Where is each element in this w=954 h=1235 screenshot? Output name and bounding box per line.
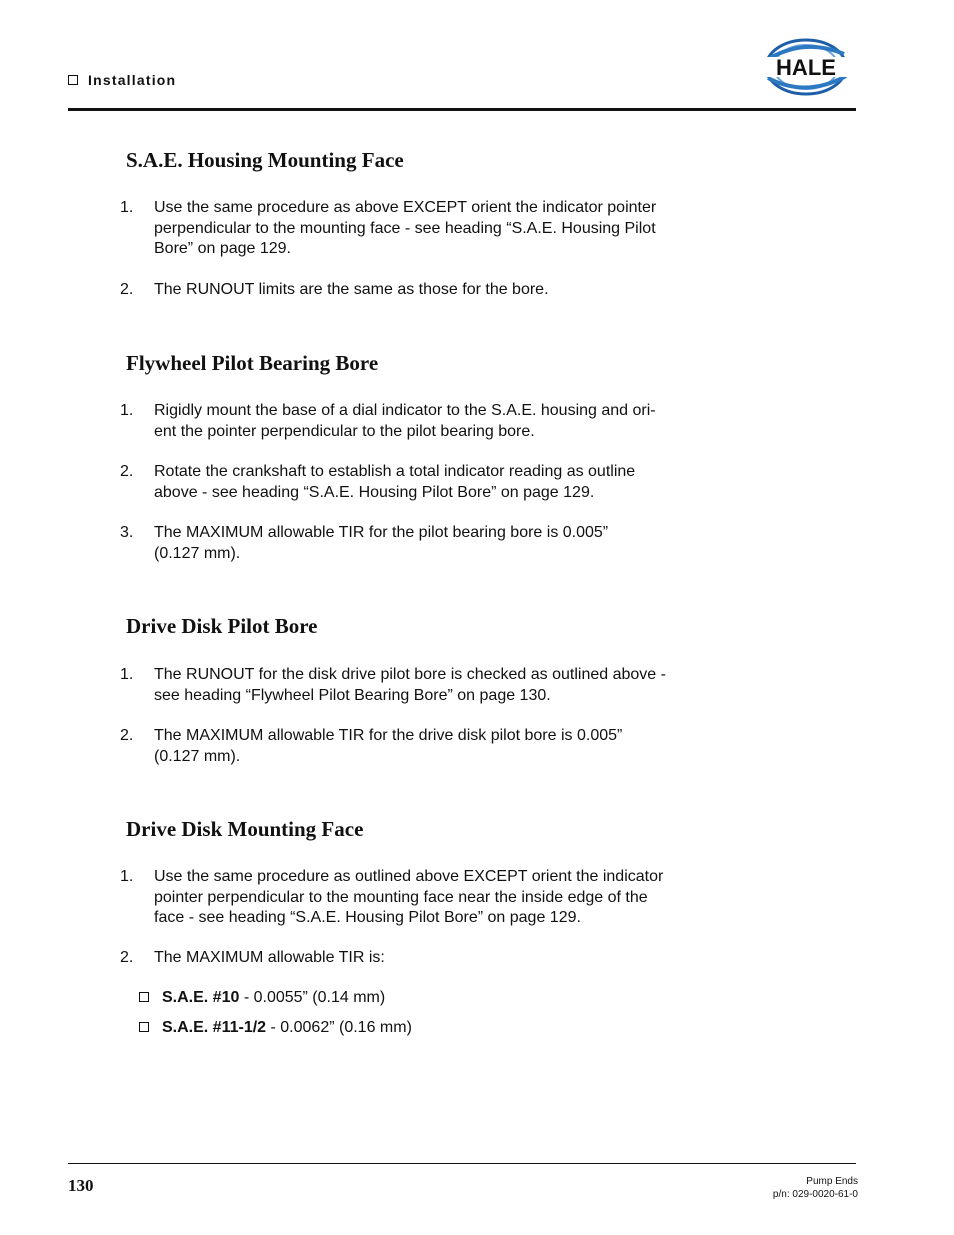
checkbox-bullet-icon	[139, 1022, 149, 1032]
list-item	[120, 867, 710, 929]
footer-info	[773, 1175, 858, 1201]
section-title: Drive Disk Pilot Bore	[126, 614, 318, 638]
item-number: 1.	[120, 868, 134, 885]
section-title: Flywheel Pilot Bearing Bore	[126, 351, 379, 375]
running-header	[68, 72, 176, 88]
item-text: The MAXIMUM allowable TIR for the pilot bearing bore is 0.005” (0.127 mm).	[154, 524, 609, 562]
footer-rule	[68, 1163, 856, 1164]
list-item	[120, 726, 710, 767]
item-number: 2.	[120, 727, 134, 744]
footer-title: Pump Ends	[806, 1176, 858, 1187]
list-item	[120, 280, 710, 301]
sub-list-item	[139, 1018, 412, 1038]
checkbox-bullet-icon	[68, 75, 78, 85]
running-header-text: Installation	[88, 72, 177, 88]
list-item	[120, 462, 710, 503]
sub-item-value: - 0.0055” (0.14 mm)	[239, 989, 386, 1006]
header-rule	[68, 108, 856, 111]
logo-text: HALE	[776, 55, 836, 80]
list-item	[120, 665, 710, 706]
item-text: Rigidly mount the base of a dial indicator to the S.A.E. housing and ori- ent the pointer perpendicular to the pilot bearing bore.	[154, 402, 656, 440]
list-item	[120, 523, 710, 564]
item-text: The RUNOUT limits are the same as those for the bore.	[154, 281, 549, 298]
item-number: 2.	[120, 281, 134, 298]
item-text: Use the same procedure as outlined above EXCEPT orient the indicator pointer perpendicular to the mounting face near the inside edge of the face - see heading “S.A.E. Housing Pilot Bore” on page 129.	[154, 868, 664, 926]
item-text: The MAXIMUM allowable TIR for the drive disk pilot bore is 0.005” (0.127 mm).	[154, 727, 623, 765]
page-number: 130	[68, 1176, 94, 1195]
item-text: Use the same procedure as above EXCEPT orient the indicator pointer perpendicular to the mounting face - see heading “S.A.E. Housing Pilot Bore” on page 129.	[154, 199, 657, 257]
item-text: The MAXIMUM allowable TIR is:	[154, 949, 385, 966]
item-number: 1.	[120, 199, 134, 216]
sub-item-value: - 0.0062” (0.16 mm)	[266, 1019, 412, 1036]
section-title: S.A.E. Housing Mounting Face	[126, 148, 404, 172]
sub-item-label: S.A.E. #11-1/2	[162, 1019, 267, 1036]
sub-list-item	[139, 988, 385, 1008]
footer-part-number: p/n: 029-0020-61-0	[772, 1189, 858, 1200]
item-text: The RUNOUT for the disk drive pilot bore is checked as outlined above - see heading “Flywheel Pilot Bearing Bore” on page 130.	[154, 666, 666, 704]
list-item	[120, 948, 710, 969]
hale-logo	[758, 36, 854, 98]
checkbox-bullet-icon	[139, 992, 149, 1002]
item-number: 3.	[120, 524, 134, 541]
sub-item-label: S.A.E. #10	[162, 989, 240, 1006]
item-text: Rotate the crankshaft to establish a total indicator reading as outline above - see heading “S.A.E. Housing Pilot Bore” on page 129.	[154, 463, 636, 501]
item-number: 2.	[120, 949, 134, 966]
item-number: 1.	[120, 666, 134, 683]
item-number: 2.	[120, 463, 134, 480]
item-number: 1.	[120, 402, 134, 419]
section-title: Drive Disk Mounting Face	[126, 817, 364, 841]
list-item	[120, 198, 710, 260]
list-item	[120, 401, 710, 442]
